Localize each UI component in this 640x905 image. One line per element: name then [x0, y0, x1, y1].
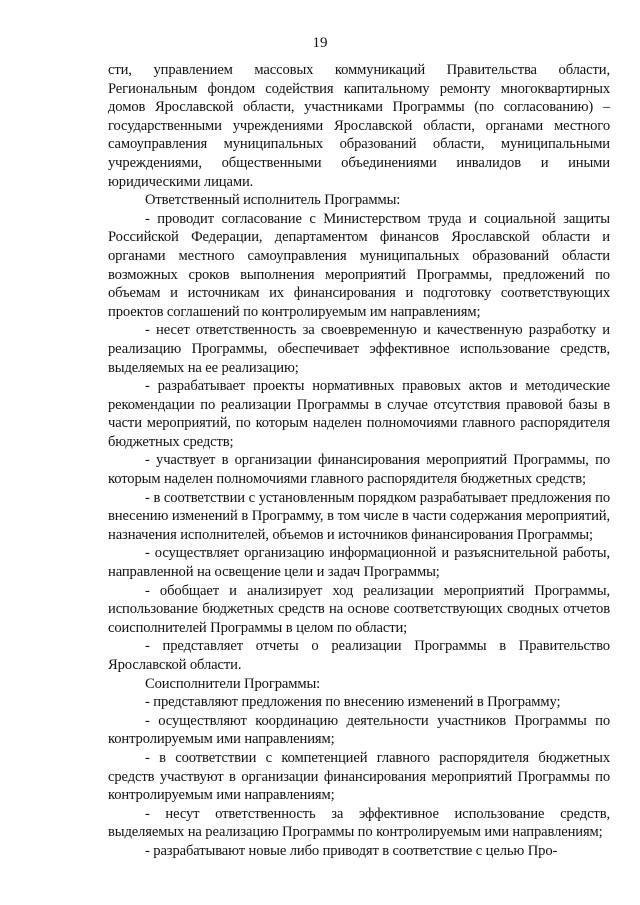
duty-item: - участвует в организации финансирования мероприятий Программы, по которым наделен полномочиями главного распорядителя бюджетных средств;	[108, 452, 610, 488]
duty-item: - в соответствии с установленным порядком разрабатывает предложения по внесению изменений в Программу, в том числе в части содержания мероприятий, назначения исполнителей, объемов и источников финансирования Программы;	[108, 489, 610, 543]
duty-item: - разрабатывают новые либо приводят в соответствие с целью Про-	[145, 842, 558, 859]
paragraph-continuation: сти, управлением массовых коммуникаций Правительства области, Региональным фондом содействия капитальному ремонту многоквартирных домов Ярославской области, участниками Программы (по согласованию) – государственными учреждениями Ярославской области, органами местного самоуправления муниципальных образований области, муниципальными учреждениями, общественными объединениями инвалидов и иными юридическими лицами.	[108, 62, 610, 190]
duty-item: - представляют предложения по внесению изменений в Программу;	[145, 694, 561, 711]
duty-item: - несет ответственность за своевременную и качественную разработку и реализацию Программы, обеспечивает эффективное использование средств, выделяемых на ее реализацию;	[108, 322, 610, 376]
responsible-executor-heading: Ответственный исполнитель Программы:	[145, 192, 401, 209]
duty-item: - осуществляют координацию деятельности участников Программы по контролируемым ими направлениям;	[108, 712, 610, 748]
duty-item: - представляет отчеты о реализации Программы в Правительство Ярославской области.	[108, 638, 610, 673]
duty-item: - разрабатывает проекты нормативных правовых актов и методические рекомендации по реализации Программы в случае отсутствия правовой базы в части мероприятий, по которым наделен полномочиями главного распорядителя бюджетных средств;	[108, 378, 610, 450]
duty-item: - осуществляет организацию информационной и разъяснительной работы, направленной на освещение цели и задач Программы;	[108, 545, 610, 581]
duty-item: - в соответствии с компетенцией главного распорядителя бюджетных средств участвуют в организации финансирования мероприятий Программы по контролируемым ими направлениям;	[108, 749, 610, 804]
document-body	[108, 61, 610, 861]
duty-item: - несут ответственность за эффективное использование средств, выделяемых на реализацию Программы по контролируемым ими направлениям;	[108, 805, 610, 841]
duty-item: - проводит согласование с Министерством труда и социальной защиты Российской Федерации, департаментом финансов Ярославской области и органами местного самоуправления муниципальных образований области возможных сроков выполнения мероприятий Программы, предложений по объемам и источникам их финансирования и подготовку соответствующих проектов соглашений по контролируемым им направлениям;	[108, 210, 610, 320]
co-executors-heading: Соисполнители Программы:	[145, 675, 321, 692]
page-number: 19	[312, 35, 328, 51]
duty-item: - обобщает и анализирует ход реализации мероприятий Программы, использование бюджетных средств на основе соответствующих сводных отчетов соисполнителей Программы в целом по области;	[108, 582, 610, 636]
